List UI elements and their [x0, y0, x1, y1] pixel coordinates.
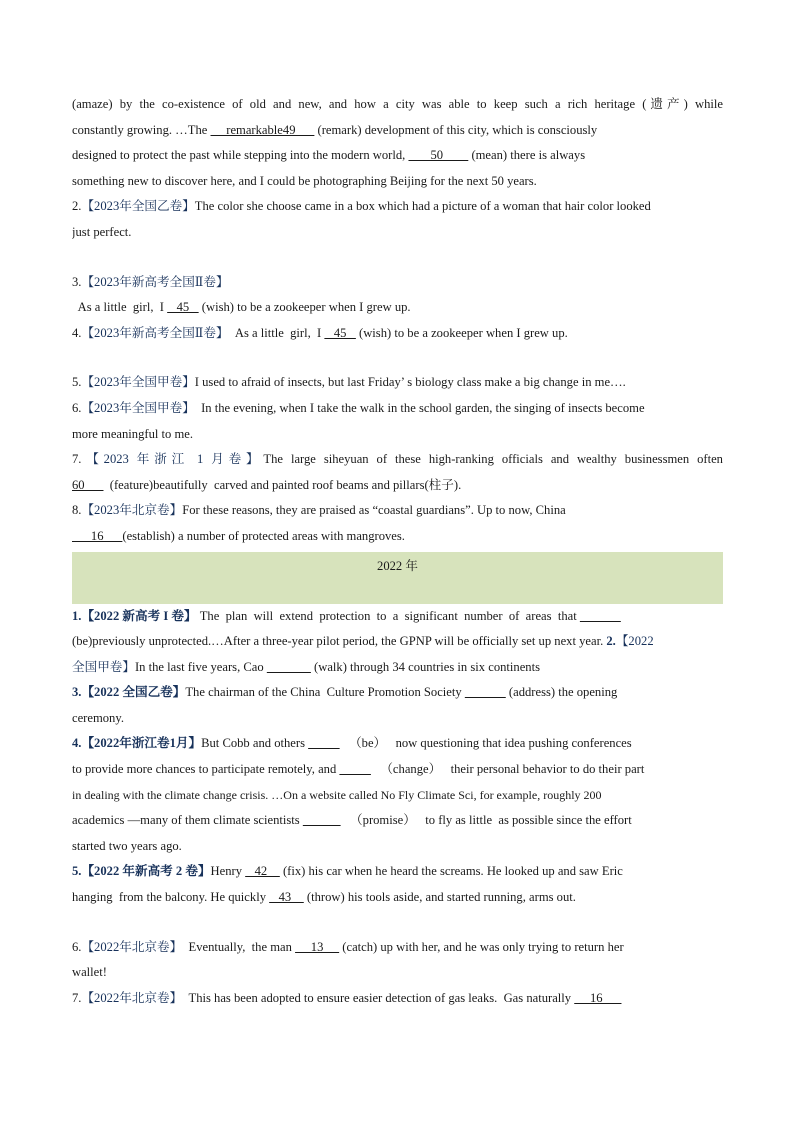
question-number: 4. [72, 736, 82, 751]
passage-text: (amaze) by the co-existence of old and new, and how a city was able to keep such a rich heritage (遗产) while [72, 97, 723, 111]
source-tag: 【2023 年浙江 1 月卷】 [81, 452, 264, 467]
question-line [72, 524, 723, 550]
question-line [72, 220, 723, 246]
question-text: This has been adopted to ensure easier detection of gas leaks. Gas naturally [182, 990, 575, 1005]
question-number: 4. [72, 325, 82, 340]
source-tag: 【2022 新高考 I 卷】 [81, 608, 197, 623]
question-item [72, 447, 723, 473]
question-text: wallet! [72, 965, 107, 980]
question-text: The color she choose came in a box which had a picture of a woman that hair color looked [194, 199, 651, 214]
source-tag: 【2022年浙江卷1月】 [81, 736, 202, 751]
passage-text: (remark) development of this city, which is consciously [314, 122, 598, 137]
source-tag: 【2022年北京卷】 [81, 939, 183, 954]
source-tag: 【2023年全国甲卷】 [81, 400, 195, 415]
source-tag: 【2023年新高考全国Ⅱ卷】 [81, 325, 229, 340]
question-number: 7. [72, 452, 82, 467]
question-text: The chairman of the China Culture Promotion Society [185, 685, 465, 700]
question-text: （be） now questioning that idea pushing conferences [339, 736, 632, 751]
source-tag: 【2023年北京卷】 [81, 503, 183, 518]
year-section-header [72, 552, 723, 604]
question-item [72, 859, 723, 885]
question-text: (feature)beautifully carved and painted roof beams and pillars(柱子). [103, 477, 462, 492]
question-item [72, 935, 723, 961]
passage-line [72, 118, 723, 144]
question-line [72, 783, 723, 809]
passage-text: (mean) there is always [468, 148, 586, 163]
question-item [72, 604, 723, 630]
question-text: to provide more chances to participate remotely, and [72, 762, 340, 777]
question-text: The plan will extend protection to a significant number of areas that [196, 608, 580, 623]
passage-text: designed to protect the past while stepping into the modern world, [72, 148, 409, 163]
source-tag: 【2023年全国甲卷】 [81, 375, 195, 390]
question-text: (walk) through 34 countries in six continents [310, 659, 540, 674]
passage-text: something new to discover here, and I could be photographing Beijing for the next 50 years. [72, 173, 537, 188]
passage-line [72, 92, 723, 118]
question-text: Henry [210, 864, 246, 879]
question-text: more meaningful to me. [72, 426, 194, 441]
question-text: （promise） to fly as little as possible since the effort [340, 813, 632, 828]
answer-blank: remarkable49 [210, 122, 315, 137]
question-number: 7. [72, 990, 82, 1005]
source-tag: 【2022 [615, 634, 654, 649]
question-line [72, 757, 723, 783]
answer-blank: 43 [269, 890, 304, 905]
question-line [72, 473, 723, 499]
answer-blank: 50 [408, 148, 469, 163]
question-line [72, 885, 723, 911]
source-tag: 全国甲卷】 [72, 659, 135, 674]
question-number: 1. [72, 608, 82, 623]
question-text: academics —many of them climate scientists [72, 813, 303, 828]
question-line [72, 655, 723, 681]
question-text: In the evening, when I take the walk in the school garden, the singing of insects become [194, 400, 645, 415]
question-text: As a little girl, I [72, 300, 168, 315]
answer-blank [339, 762, 370, 776]
question-text: just perfect. [72, 224, 132, 239]
answer-blank: 60 [72, 477, 104, 492]
question-text: ceremony. [72, 710, 124, 725]
question-number: 6. [72, 400, 82, 415]
question-text: (throw) his tools aside, and started running, arms out. [303, 890, 576, 905]
section-title: 2022 年 [377, 558, 418, 573]
passage-text: constantly growing. …The [72, 122, 211, 137]
source-tag: 【2022 全国乙卷】 [81, 685, 186, 700]
question-text: （change） their personal behavior to do their part [370, 762, 645, 777]
question-line [72, 706, 723, 732]
question-item [72, 986, 723, 1012]
question-text: (be)previously unprotected.…After a three-year pilot period, the GPNP will be officially set up next year. [72, 634, 607, 649]
answer-blank [267, 660, 311, 674]
answer-blank [580, 609, 621, 623]
question-text: (wish) to be a zookeeper when I grew up. [355, 325, 568, 340]
question-line [72, 808, 723, 834]
question-number: 2. [72, 199, 82, 214]
answer-blank: 45 [167, 300, 199, 315]
question-text: started two years ago. [72, 838, 182, 853]
answer-blank: 16 [574, 990, 622, 1005]
answer-blank [303, 813, 341, 827]
question-text: (catch) up with her, and he was only trying to return her [339, 939, 624, 954]
question-line [72, 295, 723, 321]
question-line [72, 422, 723, 448]
question-number: 2. [606, 634, 616, 649]
question-text: In the last five years, Cao [134, 659, 267, 674]
question-text: Eventually, the man [182, 939, 296, 954]
question-number: 6. [72, 939, 82, 954]
passage-line [72, 143, 723, 169]
question-text: As a little girl, I [228, 325, 325, 340]
question-text: (address) the opening [505, 685, 618, 700]
question-item [72, 680, 723, 706]
question-text: (wish) to be a zookeeper when I grew up. [198, 300, 411, 315]
answer-blank: 16 [72, 528, 123, 543]
question-item [72, 270, 723, 296]
source-tag: 【2022 年新高考 2 卷】 [81, 864, 211, 879]
source-tag: 【2022年北京卷】 [81, 990, 183, 1005]
source-tag: 【2023年全国乙卷】 [81, 199, 195, 214]
question-item [72, 731, 723, 757]
passage-line [72, 169, 723, 195]
answer-blank: 13 [295, 939, 340, 954]
question-text: But Cobb and others [201, 736, 309, 751]
question-item [72, 321, 723, 347]
answer-blank: 45 [324, 325, 356, 340]
exercise-content [72, 92, 723, 1011]
answer-blank [465, 685, 506, 699]
question-text: I used to afraid of insects, but last Friday’ s biology class make a big change in me…. [194, 375, 626, 390]
answer-blank [308, 736, 339, 750]
question-text: The large siheyuan of these high-ranking officials and wealthy businessmen often [263, 452, 723, 467]
question-text: in dealing with the climate change crisis. …On a website called No Fly Climate Sci, for example, roughly 200 [72, 787, 602, 802]
question-number: 3. [72, 685, 82, 700]
question-text: (fix) his car when he heard the screams. He looked up and saw Eric [279, 864, 623, 879]
question-text: (establish) a number of protected areas with mangroves. [122, 528, 405, 543]
question-number: 3. [72, 274, 82, 289]
question-item [72, 396, 723, 422]
question-item [72, 194, 723, 220]
question-line [72, 834, 723, 860]
question-item [72, 498, 723, 524]
question-number: 5. [72, 864, 82, 879]
answer-blank: 42 [245, 864, 280, 879]
question-line [72, 960, 723, 986]
question-text: For these reasons, they are praised as “coastal guardians”. Up to now, China [182, 503, 566, 518]
source-tag: 【2023年新高考全国Ⅱ卷】 [81, 274, 229, 289]
question-number: 5. [72, 375, 82, 390]
question-text: hanging from the balcony. He quickly [72, 890, 270, 905]
question-line [72, 629, 723, 655]
question-item [72, 370, 723, 396]
question-number: 8. [72, 503, 82, 518]
